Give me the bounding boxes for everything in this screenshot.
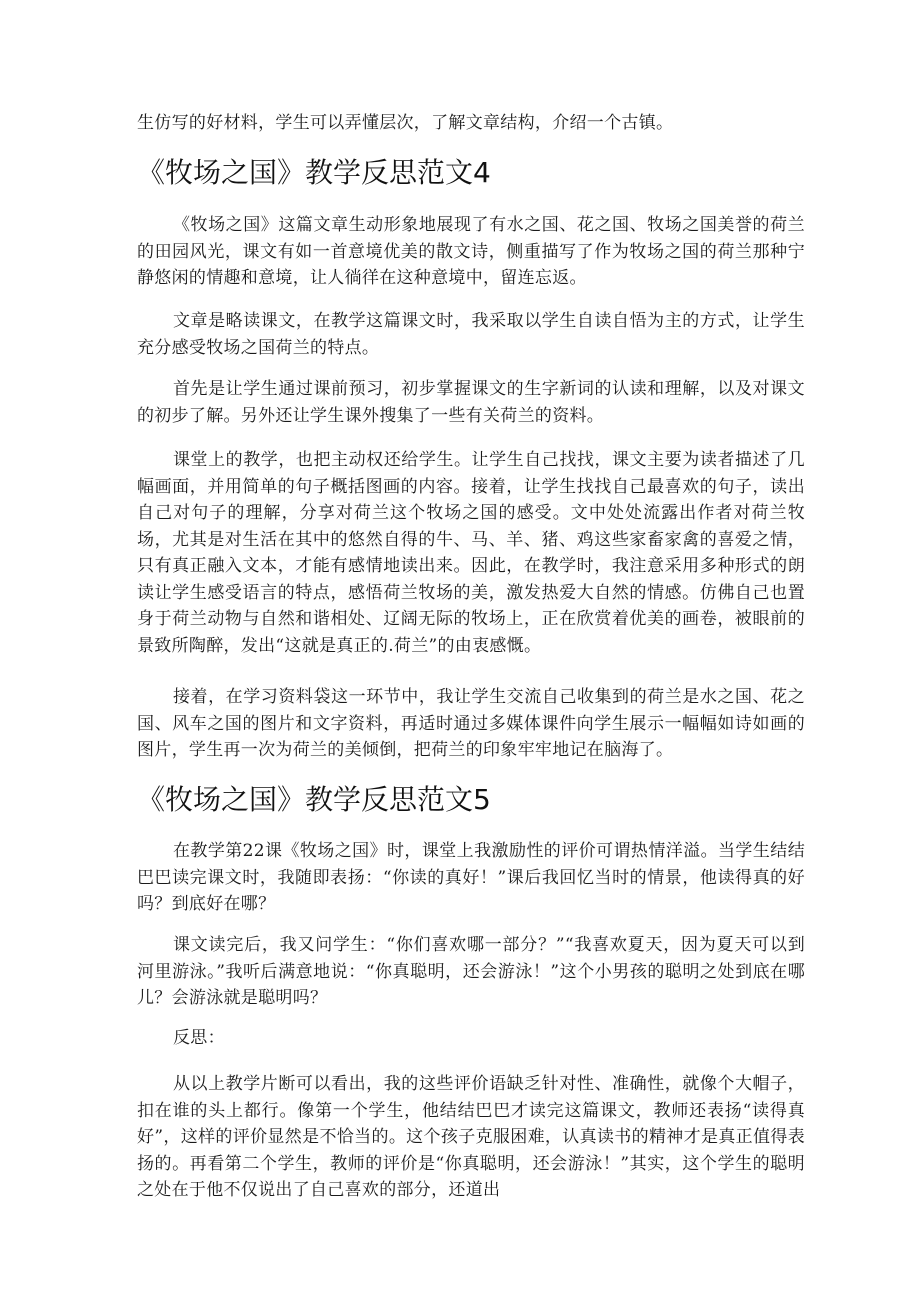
intro-paragraph: 生仿写的好材料，学生可以弄懂层次，了解文章结构，介绍一个古镇。 xyxy=(137,113,674,133)
section-5-title: 《牧场之国》教学反思范文5 xyxy=(137,783,491,816)
section-4-paragraph-3: 首先是让学生通过课前预习，初步掌握课文的生字新词的认读和理解，以及对课文的初步了解。另外还让学生课外搜集了一些有关荷兰的资料。 xyxy=(137,379,805,426)
section-5-paragraph-1: 在教学第22课《牧场之国》时，课堂上我激励性的评价可谓热情洋溢。当学生结结巴巴读完课文时，我随即表扬：“你读的真好！”课后我回忆当时的情景，他读得真的好吗？到底好在哪？ xyxy=(137,841,805,914)
section-4-paragraph-2: 文章是略读课文，在教学这篇课文时，我采取以学生自读自悟为主的方式，让学生充分感受牧场之国荷兰的特点。 xyxy=(137,311,805,358)
section-4-paragraph-4: 课堂上的教学，也把主动权还给学生。让学生自己找找，课文主要为读者描述了几幅画面，并用简单的句子概括图画的内容。接着，让学生找找自己最喜欢的句子，读出自己对句子的理解，分享对荷兰这个牧场之国的感受。文中处处流露出作者对荷兰牧场，尤其是对生活在其中的悠然自得的牛、马、羊、猪、鸡这些家畜家禽的喜爱之情，只有真正融入文本，才能有感情地读出来。因此，在教学时，我注意采用多种形式的朗读让学生感受语言的特点，感悟荷兰牧场的美，激发热爱大自然的情感。仿佛自己也置身于荷兰动物与自然和谐相处、辽阔无际的牧场上，正在欣赏着优美的画卷，被眼前的景致所陶醉，发出“这就是真正的.荷兰”的由衷感慨。 xyxy=(137,450,805,656)
section-4-paragraph-5: 接着，在学习资料袋这一环节中，我让学生交流自己收集到的荷兰是水之国、花之国、风车之国的图片和文字资料，再适时通过多媒体课件向学生展示一幅幅如诗如画的图片，学生再一次为荷兰的美倾倒，把荷兰的印象牢牢地记在脑海了。 xyxy=(137,687,805,760)
section-5-paragraph-4: 从以上教学片断可以看出，我的这些评价语缺乏针对性、准确性，就像个大帽子，扣在谁的头上都行。像第一个学生，他结结巴巴才读完这篇课文，教师还表扬“读得真好”，这样的评价显然是不恰当的。这个孩子克服困难，认真读书的精神才是真正值得表扬的。再看第二个学生，教师的评价是“你真聪明，还会游泳！”其实，这个学生的聪明之处在于他不仅说出了自己喜欢的部分，还道出 xyxy=(137,1074,805,1200)
section-4-paragraph-1: 《牧场之国》这篇文章生动形象地展现了有水之国、花之国、牧场之国美誉的荷兰的田园风光，课文有如一首意境优美的散文诗，侧重描写了作为牧场之国的荷兰那种宁静悠闲的情趣和意境，让人徜徉在这种意境中，留连忘返。 xyxy=(137,215,805,288)
section-5-paragraph-2: 课文读完后，我又问学生：“你们喜欢哪一部分？”“我喜欢夏天，因为夏天可以到河里游泳。”我听后满意地说：“你真聪明，还会游泳！”这个小男孩的聪明之处到底在哪儿？会游泳就是聪明吗？ xyxy=(137,935,805,1008)
section-4-title: 《牧场之国》教学反思范文4 xyxy=(137,156,491,189)
section-5-paragraph-3: 反思： xyxy=(173,1028,225,1048)
